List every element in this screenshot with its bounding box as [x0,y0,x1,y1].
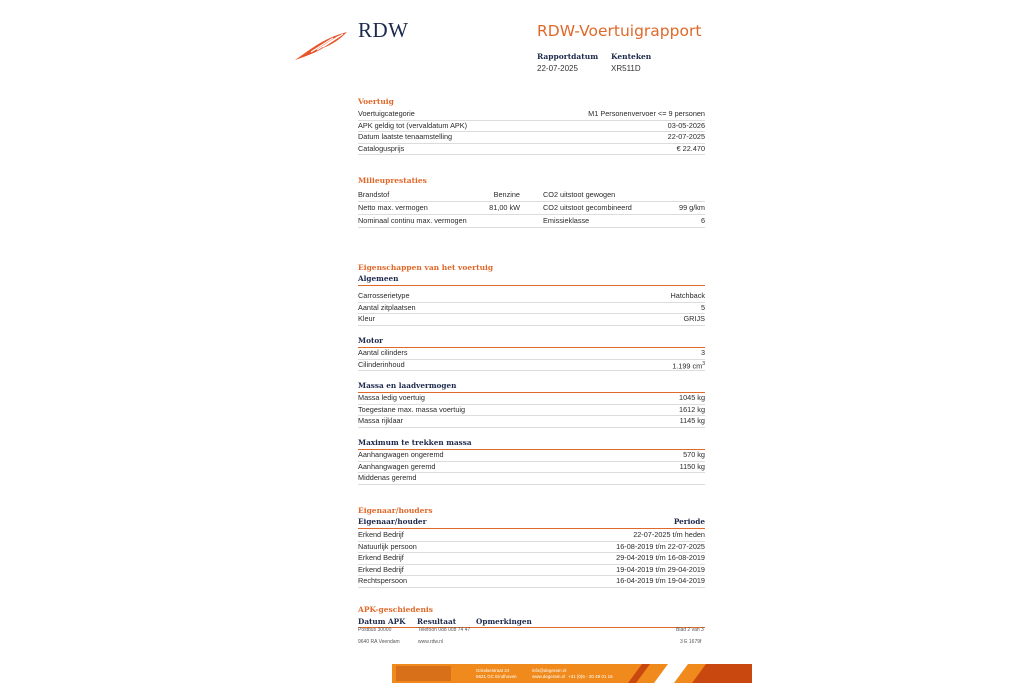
section-title-apk: APK-geschiedenis [358,605,433,614]
row-value: 16-08-2019 t/m 22-07-2025 [616,541,705,551]
row-value-2: 99 g/km [679,203,705,212]
column-header-period: Periode [673,517,705,526]
table-row [358,313,705,326]
row-key: Datum laatste tenaamstelling [358,132,453,141]
row-value: 5 [700,302,705,312]
row-key-2: CO2 uitstoot gewogen [543,190,616,199]
subsection-title-trekken: Maximum te trekken massa [358,438,705,450]
section-title-milieu: Milieuprestaties [358,176,427,185]
report-date-label: Rapportdatum [537,52,599,61]
footer-web: www.rdw.nl [418,639,444,645]
column-header-date: Datum APK [358,617,406,626]
report-date-value: 22-07-2025 [537,64,578,73]
row-key: Kleur [358,314,376,323]
row-value: Benzine [493,190,520,199]
row-key: Erkend Bedrijf [358,564,404,574]
footer-address-2: 9640 RA Veendam [358,639,400,645]
row-key: Middenas geremd [358,473,417,482]
report-date-block [537,52,598,73]
section-title-eigenaar: Eigenaar/houders [358,506,433,515]
banner-contact [532,668,566,680]
row-value: 29-04-2019 t/m 16-08-2019 [616,553,705,562]
subsection-title-massa: Massa en laadvermogen [358,381,705,393]
row-key: Erkend Bedrijf [358,530,404,539]
banner-email: info@degeram.nl [532,668,567,673]
row-value: 1150 kg [679,461,705,471]
owner-table-header [358,517,705,529]
row-value: 03-05-2026 [667,120,705,130]
row-value: 22-07-2025 t/m heden [633,530,705,539]
row-key: Carrosserietype [358,291,410,300]
row-value: 570 kg [683,450,705,459]
banner-address-line-1: Grindsestraat 24 [476,668,510,673]
row-key: Erkend Bedrijf [358,553,404,562]
section-title-eigenschappen: Eigenschappen van het voertuig [358,263,494,272]
table-row [358,575,705,588]
table-row [358,202,705,215]
banner-address-line-2: 5621 GC Eindhoven [476,674,517,679]
footer-address-1: Postbus 30000 [358,627,392,633]
row-key: Aanhangwagen ongeremd [358,450,444,459]
banner-address [476,668,517,680]
row-key: Aantal cilinders [358,348,408,357]
row-key: Rechtspersoon [358,576,408,585]
row-key: Netto max. vermogen [358,203,428,212]
row-key-2: CO2 uitstoot gecombineerd [543,203,632,212]
row-value [672,359,705,371]
rdw-feather-logo-icon [293,30,349,62]
table-row [358,415,705,428]
footer-code: 3 E 1679f [680,639,702,645]
column-header-owner: Eigenaar/houder [358,517,427,526]
row-key: Cilinderinhoud [358,359,405,369]
dealer-logo [396,666,451,681]
row-key: Toegestane max. massa voertuig [358,404,466,414]
row-value: 3 [700,348,705,357]
row-key: Brandstof [358,190,390,199]
row-value: 22-07-2025 [667,132,705,141]
table-row [358,189,705,202]
subsection-title-motor: Motor [358,336,705,348]
table-row [358,359,705,372]
banner-website: www.degeram.nl [532,674,566,679]
row-value: 1145 kg [679,416,705,425]
footer-phone: Telefoon 088 008 74 47 [418,627,471,633]
row-value: 81,00 kW [489,203,520,212]
table-row [358,472,705,485]
column-header-remarks: Opmerkingen [476,617,532,626]
row-key: Massa ledig voertuig [358,393,425,402]
row-key: APK geldig tot (vervaldatum APK) [358,120,468,130]
row-key: Catalogusprijs [358,143,405,153]
row-key: Aantal zitplaatsen [358,302,416,312]
column-header-result: Resultaat [417,617,457,626]
footer-page-number: Blad 2 van 3 [676,627,704,633]
dealer-banner [392,664,752,683]
row-value: Hatchback [670,291,705,300]
row-value: 16-04-2019 t/m 19-04-2019 [616,576,705,585]
row-value: 1612 kg [679,404,705,414]
banner-stripes-icon [628,664,752,683]
row-key: Natuurlijk persoon [358,541,417,551]
table-row [358,143,705,156]
section-title-voertuig: Voertuig [358,97,394,106]
engine-volume-value: 1.199 cm [672,360,703,370]
row-key: Voertuigcategorie [358,109,415,118]
row-key: Massa rijklaar [358,416,404,425]
banner-phone: +31 (0)6 - 20 49 01 16 [568,674,613,679]
row-value: M1 Personenvervoer <= 9 personen [588,109,705,118]
row-value: GRIJS [683,314,705,323]
row-value: 1045 kg [679,393,705,402]
report-title: RDW-Voertuigrapport [537,22,702,40]
plate-value: XR511D [611,64,641,73]
plate-label: Kenteken [611,52,652,61]
unit-superscript: 3 [702,360,705,367]
row-value: 19-04-2019 t/m 29-04-2019 [616,564,705,574]
table-row [358,215,705,228]
row-key-2: Emissieklasse [543,216,590,225]
subsection-title-algemeen: Algemeen [358,274,705,286]
plate-block [611,52,651,73]
apk-table-header [358,617,705,628]
row-key: Nominaal continu max. vermogen [358,216,467,225]
row-value: € 22.470 [676,143,705,153]
row-value-2: 6 [700,216,705,225]
rdw-logo-text: RDW [358,18,409,42]
row-key: Aanhangwagen geremd [358,461,436,471]
